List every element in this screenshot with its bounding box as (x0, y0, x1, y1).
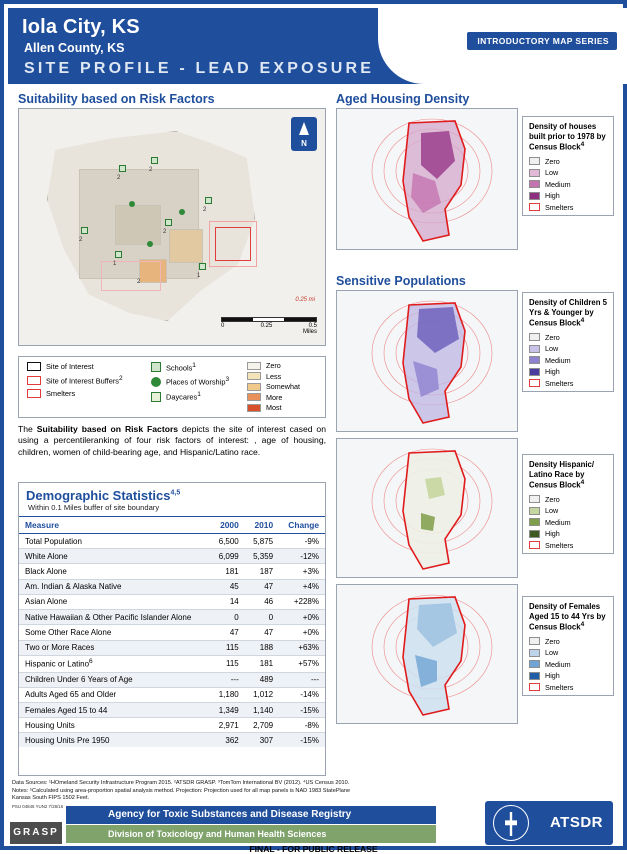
sensitive-populations-section-title: Sensitive Populations (336, 274, 466, 288)
legend-row (529, 660, 607, 669)
swatch-low (529, 649, 540, 657)
swatch-zero (529, 495, 540, 503)
legend-sup: 1 (197, 391, 201, 399)
legend-sup: 2 (119, 375, 123, 382)
cell-2010: 187 (245, 564, 279, 579)
cell-change: -15% (279, 702, 325, 717)
place-of-worship-symbol (129, 201, 135, 207)
legend-label: Smelters (545, 540, 574, 550)
cell-change: -9% (279, 534, 325, 549)
legend-row (529, 506, 607, 515)
contour-lines (337, 439, 517, 577)
cell-measure: Some Other Race Alone (19, 625, 210, 640)
females-density-legend (522, 596, 614, 696)
cell-2000: 6,099 (210, 549, 244, 564)
legend-title-text: Density of Females Aged 15 to 44 Yrs by Census Block (529, 602, 606, 633)
document-code: PSU 04845 YUN2 7/28/16 (12, 804, 64, 809)
legend-title (529, 122, 607, 153)
cell-change: +63% (279, 640, 325, 655)
cell-2000: 115 (210, 655, 244, 672)
cell-2010: 188 (245, 640, 279, 655)
release-status: FINAL - FOR PUBLIC RELEASE (249, 844, 378, 854)
hhs-seal-icon (493, 805, 529, 841)
cell-2010: 1,140 (245, 702, 279, 717)
demographics-table (19, 516, 325, 747)
sources-line-2: Notes: ⁵Calculated using area-proportion spatial analysis method. Projection: Projection used for all map panels is NAD 1983 StatePlane (12, 787, 351, 794)
legend-row (529, 379, 607, 388)
map-point-label: 2 (163, 229, 167, 235)
cell-change: +57% (279, 655, 325, 672)
swatch-medium (529, 518, 540, 526)
cell-change: +0% (279, 625, 325, 640)
cell-2000: --- (210, 672, 244, 687)
legend-label: Zero (545, 332, 560, 342)
legend-title-sup: 4 (580, 317, 585, 325)
ramp-swatch-less (247, 372, 261, 380)
legend-label: Daycares (166, 392, 198, 402)
swatch-high (529, 672, 540, 680)
atsdr-logo (485, 801, 613, 845)
legend-row (529, 683, 607, 692)
col-change: Change (279, 517, 325, 534)
swatch-low (529, 507, 540, 515)
agency-band: Agency for Toxic Substances and Disease Registry (66, 806, 436, 824)
legend-title-text: Density Hispanic/ Latino Race by Census Block (529, 460, 594, 491)
demographics-title-sup: 4,5 (170, 489, 181, 497)
grasp-logo: GRASP (10, 822, 62, 844)
table-row (19, 549, 325, 564)
cell-measure: Black Alone (19, 564, 210, 579)
cell-measure: Two or More Races (19, 640, 210, 655)
cell-2010: 307 (245, 733, 279, 748)
legend-label: Low (545, 344, 559, 354)
legend-title-sup: 4 (580, 621, 585, 629)
aged-housing-map[interactable] (336, 108, 518, 250)
swatch-high (529, 192, 540, 200)
col-2000: 2000 (210, 517, 244, 534)
scale-unit: Miles (302, 329, 317, 335)
table-row (19, 534, 325, 549)
cell-2010: 181 (245, 655, 279, 672)
legend-row (529, 541, 607, 550)
col-2010: 2010 (245, 517, 279, 534)
contour-lines (337, 585, 517, 723)
table-row (19, 579, 325, 594)
cell-measure: Native Hawaiian & Other Pacific Islander Alone (19, 609, 210, 624)
legend-item-schools (151, 362, 237, 372)
page-header (8, 8, 627, 84)
cell-2010: 5,875 (245, 534, 279, 549)
cell-2010: 1,012 (245, 687, 279, 702)
cell-2000: 362 (210, 733, 244, 748)
legend-row (529, 333, 607, 342)
ramp-label: Somewhat (266, 382, 300, 391)
daycare-symbol (165, 219, 172, 226)
cell-2010: 5,359 (245, 549, 279, 564)
cell-2010: 489 (245, 672, 279, 687)
map-point-label: 1 (197, 273, 201, 279)
legend-row (529, 671, 607, 680)
legend-label: High (545, 367, 560, 377)
legend-item-worship (151, 376, 237, 387)
legend-label: High (545, 191, 560, 201)
aged-housing-legend (522, 116, 614, 216)
table-row (19, 640, 325, 655)
legend-title-sup: 4 (580, 141, 585, 149)
legend-title-text: Density of houses built prior to 1978 by Census Block (529, 122, 606, 153)
legend-item-smelters (27, 389, 137, 398)
legend-label: Low (545, 168, 559, 178)
swatch-zero (529, 157, 540, 165)
swatch-low (529, 169, 540, 177)
legend-row (529, 356, 607, 365)
legend-title-sup: 4 (580, 479, 585, 487)
ramp-swatch-more (247, 393, 261, 401)
cell-change: -8% (279, 718, 325, 733)
cell-measure: Asian Alone (19, 594, 210, 609)
demographics-title (26, 488, 325, 503)
map-point-label: 2 (149, 167, 153, 173)
ramp-swatch-somewhat (247, 383, 261, 391)
table-row (19, 687, 325, 702)
cell-measure: Children Under 6 Years of Age (19, 672, 210, 687)
swatch-smelters (529, 379, 540, 387)
ramp-label: Zero (266, 361, 281, 370)
swatch-zero (529, 333, 540, 341)
legend-label: Low (545, 648, 559, 658)
suitability-map[interactable] (18, 108, 326, 346)
legend-ramp-item (247, 403, 325, 412)
ramp-label: More (266, 392, 283, 402)
page-title: Iola City, KS (22, 16, 140, 38)
smelters-icon (27, 389, 41, 398)
census-blocks (115, 205, 161, 245)
swatch-zero (529, 637, 540, 645)
swatch-medium (529, 356, 540, 364)
demographics-subtitle: Within 0.1 Miles buffer of site boundary (28, 503, 160, 512)
legend-ramp-item (247, 361, 325, 370)
legend-row (529, 495, 607, 504)
ramp-label: Less (266, 371, 282, 381)
cell-2000: 115 (210, 640, 244, 655)
series-badge: INTRODUCTORY MAP SERIES (467, 32, 617, 50)
cell-2000: 45 (210, 579, 244, 594)
legend-ramp-item (247, 372, 325, 381)
scale-tick-0: 0 (221, 323, 225, 329)
legend-label: Smelters (545, 202, 574, 212)
cell-measure: Total Population (19, 534, 210, 549)
school-symbol (205, 197, 212, 204)
demographic-statistics-panel (18, 482, 326, 776)
legend-item-site (27, 362, 137, 371)
legend-ramp-item (247, 382, 325, 391)
area-annotation: 0.25 mi (295, 297, 315, 303)
cell-measure: White Alone (19, 549, 210, 564)
division-band: Division of Toxicology and Human Health Sciences (66, 825, 436, 843)
site-buffer-outline (101, 261, 161, 291)
map-point-label: 2 (137, 279, 141, 285)
legend-label: Places of Worship (166, 377, 226, 387)
legend-title (529, 460, 607, 491)
legend-title (529, 298, 607, 329)
legend-label: Medium (545, 355, 571, 365)
children-density-map[interactable] (336, 290, 518, 432)
legend-sup: 3 (225, 376, 230, 384)
legend-label: Site of Interest Buffers (46, 376, 119, 386)
legend-item-buffers (27, 375, 137, 385)
legend-row (529, 168, 607, 177)
cell-change: -15% (279, 733, 325, 748)
daycare-icon (151, 392, 161, 402)
swatch-smelters (529, 541, 540, 549)
legend-label: Zero (545, 156, 560, 166)
hispanic-latino-density-map[interactable] (336, 438, 518, 578)
legend-row (529, 518, 607, 527)
scale-tick-1: 0.25 (260, 323, 273, 329)
map-legend (18, 356, 326, 418)
legend-label: Schools (166, 363, 193, 373)
cell-2010: 46 (245, 594, 279, 609)
cell-2010: 0 (245, 609, 279, 624)
header-profile: SITE PROFILE - LEAD EXPOSURE (24, 60, 375, 77)
swatch-high (529, 368, 540, 376)
cell-2000: 14 (210, 594, 244, 609)
legend-label: Medium (545, 517, 571, 527)
swatch-medium (529, 660, 540, 668)
demographics-title-text: Demographic Statistics (26, 488, 171, 503)
cell-2000: 47 (210, 625, 244, 640)
place-of-worship-icon (151, 377, 161, 387)
map-point-label: 1 (113, 261, 117, 267)
school-symbol (199, 263, 206, 270)
table-row (19, 594, 325, 609)
table-row (19, 564, 325, 579)
daycare-symbol (81, 227, 88, 234)
suitability-section-title: Suitability based on Risk Factors (18, 92, 215, 106)
compass-icon (291, 117, 317, 151)
cell-measure-sup: 6 (89, 658, 93, 666)
cell-measure (19, 655, 210, 672)
legend-title-text: Density of Children 5 Yrs & Younger by Census Block (529, 298, 607, 329)
cell-measure: Am. Indian & Alaska Native (19, 579, 210, 594)
cell-2000: 2,971 (210, 718, 244, 733)
cell-measure: Adults Aged 65 and Older (19, 687, 210, 702)
atsdr-label: ATSDR (549, 814, 603, 831)
legend-label: Medium (545, 179, 571, 189)
legend-row (529, 367, 607, 376)
cell-2010: 47 (245, 579, 279, 594)
legend-label: Smelters (545, 378, 574, 388)
cell-measure: Housing Units Pre 1950 (19, 733, 210, 748)
cell-2000: 1,180 (210, 687, 244, 702)
legend-row (529, 529, 607, 538)
map-point-label: 2 (117, 175, 121, 181)
table-row (19, 655, 325, 672)
site-of-interest-icon (27, 362, 41, 371)
aged-housing-section-title: Aged Housing Density (336, 92, 470, 106)
swatch-medium (529, 180, 540, 188)
sources-line-3: Kansas South FIPS 1502 Feet. (12, 795, 90, 802)
children-density-legend (522, 292, 614, 392)
legend-sup: 1 (192, 362, 196, 369)
cell-change: +228% (279, 594, 325, 609)
swatch-smelters (529, 683, 540, 691)
cell-measure: Housing Units (19, 718, 210, 733)
cell-change: -14% (279, 687, 325, 702)
legend-row (529, 203, 607, 212)
table-row (19, 733, 325, 748)
suitability-description (18, 424, 326, 458)
legend-label: Medium (545, 659, 571, 669)
cell-2000: 6,500 (210, 534, 244, 549)
cell-2000: 1,349 (210, 702, 244, 717)
map-point-label: 2 (79, 237, 83, 243)
legend-item-daycares (151, 391, 237, 401)
swatch-low (529, 345, 540, 353)
place-of-worship-symbol (179, 209, 185, 215)
legend-label: Site of Interest (46, 362, 94, 371)
swatch-high (529, 530, 540, 538)
legend-row (529, 648, 607, 657)
cell-change: +0% (279, 609, 325, 624)
legend-row (529, 157, 607, 166)
legend-row (529, 180, 607, 189)
compass-label: N (301, 139, 307, 148)
legend-label: Zero (545, 494, 560, 504)
legend-row (529, 344, 607, 353)
scale-bar (221, 317, 317, 335)
cell-measure: Females Aged 15 to 44 (19, 702, 210, 717)
cell-change: +4% (279, 579, 325, 594)
cell-measure-text: Hispanic or Latino (25, 659, 90, 669)
table-row (19, 625, 325, 640)
school-symbol (119, 165, 126, 172)
blurb-lead: Suitability based on Risk Factors (36, 424, 179, 434)
school-icon (151, 362, 161, 372)
table-row (19, 672, 325, 687)
scale-bar-graphic (221, 317, 317, 322)
legend-label: Smelters (545, 682, 574, 692)
contour-lines (337, 109, 517, 249)
females-density-map[interactable] (336, 584, 518, 724)
cell-change: -12% (279, 549, 325, 564)
legend-row (529, 637, 607, 646)
table-row (19, 702, 325, 717)
table-row (19, 609, 325, 624)
school-symbol (151, 157, 158, 164)
contour-lines (337, 291, 517, 431)
swatch-smelters (529, 203, 540, 211)
ramp-label: Most (266, 403, 282, 412)
site-buffer-outline (209, 221, 257, 267)
legend-label: Smelters (46, 389, 76, 399)
hispanic-latino-density-legend (522, 454, 614, 554)
blurb-before: The (18, 424, 37, 434)
col-measure: Measure (19, 517, 210, 534)
legend-label: High (545, 529, 560, 539)
site-buffer-icon (27, 376, 41, 385)
cell-2010: 47 (245, 625, 279, 640)
legend-ramp-item (247, 393, 325, 402)
place-of-worship-symbol (147, 241, 153, 247)
cell-2000: 181 (210, 564, 244, 579)
legend-label: Low (545, 506, 559, 516)
census-blocks (169, 229, 203, 263)
legend-label: Zero (545, 636, 560, 646)
blurb-after: depicts the site of interest cased on using a percentileranking of four risk factors of interest: , age of housing, children, women of child-bearing age, and Hispanic/Latino race. (18, 424, 326, 457)
cell-change: +3% (279, 564, 325, 579)
cell-2000: 0 (210, 609, 244, 624)
table-row (19, 718, 325, 733)
school-symbol (115, 251, 122, 258)
table-header-row (19, 517, 325, 534)
cell-2010: 2,709 (245, 718, 279, 733)
ramp-swatch-zero (247, 362, 261, 370)
header-county: Allen County, KS (24, 41, 125, 55)
legend-title (529, 602, 607, 633)
ramp-swatch-most (247, 404, 261, 412)
map-point-label: 2 (203, 207, 207, 213)
scale-tick-2: 0.5 (308, 323, 317, 329)
legend-row (529, 191, 607, 200)
sources-line-1: Data Sources: ¹HOmeland Security Infrastructure Program 2015. ²ATSDR GRASP. ³TomTom International BV (2012). ⁴US Census 2010. (12, 780, 350, 786)
legend-label: High (545, 671, 560, 681)
cell-change: --- (279, 672, 325, 687)
data-sources (12, 780, 482, 803)
